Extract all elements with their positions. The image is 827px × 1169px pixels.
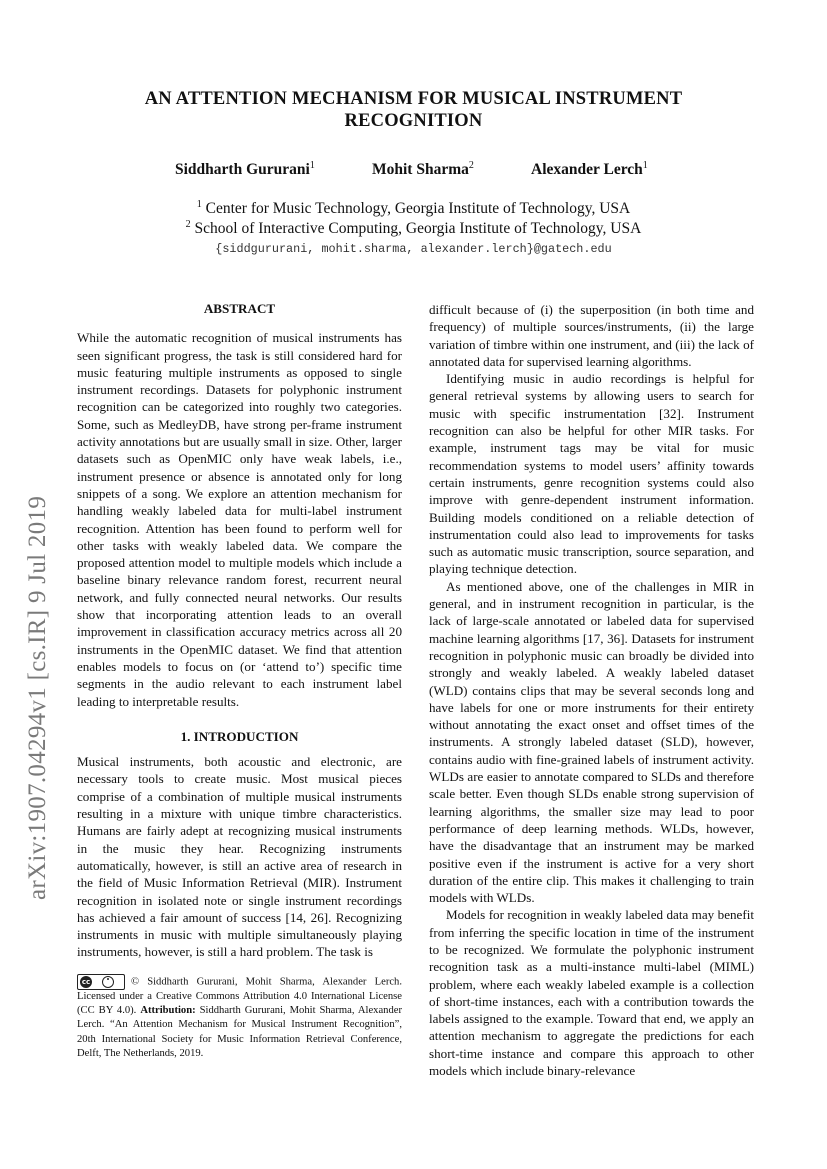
- author-affiliation-mark: 1: [309, 159, 315, 171]
- author-2: [372, 161, 474, 179]
- affiliation-2: [0, 220, 827, 238]
- paragraph-models: Models for recognition in weakly labeled data may benefit from inferring the specific location in time of the instrument to be recognized. We formulate the polyphonic instrument recognition task as a multi-instance multi-label (MIML) problem, where each weakly labeled example is a collection of short-time instances, each with a contribution towards the labels assigned to the example. Toward that end, we apply an attention mechanism to aggregate the predictions for each short-time instance and compare this approach to other models which include binary-relevance: [429, 907, 754, 1079]
- cc-license-icon: cc: [77, 974, 125, 990]
- left-column: [77, 300, 402, 961]
- affiliation-text: School of Interactive Computing, Georgia Institute of Technology, USA: [194, 220, 642, 237]
- affiliation-mark: 1: [196, 198, 202, 210]
- paragraph-identifying-music: Identifying music in audio recordings is helpful for general retrieval systems by allowing users to search for music with specific instrumentation [32]. Instrument recognition can also be helpful for other MIR tasks. For example, instrument tags may be vital for music recommendation systems to model users’ affinity towards certain instruments, genre recognition systems could also improve with genre-dependent instrument information. Building models conditioned on a reliable detection of instrumentation could also lead to improvements for tasks such as automatic music transcription, source separation, and playing technique detection.: [429, 371, 754, 577]
- introduction-heading: 1. INTRODUCTION: [180, 728, 299, 744]
- author-3: [531, 161, 648, 179]
- abstract-text: While the automatic recognition of musical instruments has seen significant progress, the task is still considered hard for music featuring multiple instruments as opposed to single instrument recordings. Datasets for polyphonic instrument recognition can be categorized into roughly two categories. Some, such as MedleyDB, have strong per-frame instrument activity annotations but are usually small in size. Other, larger datasets such as OpenMIC only have weak labels, i.e., instrument presence or absence is annotated only for long snippets of a song. We explore an attention mechanism for handling weakly labeled data for multi-label instrument recognition. Attention has been found to perform well for other tasks with weakly labeled data. We compare the proposed attention model to multiple models which include a baseline binary relevance random forest, recurrent neural network, and fully connected neural networks. Our results show that incorporating attention leads to an overall improvement in classification accuracy metrics across all 20 instruments in the OpenMIC dataset. We find that attention enables models to focus on (or ‘attend to’) specific time segments in the audio relevant to each instrument label leading to interpretable results.: [77, 330, 402, 709]
- abstract-heading: ABSTRACT: [203, 301, 276, 316]
- author-affiliation-mark: 2: [468, 159, 474, 171]
- author-name: Alexander Lerch: [531, 161, 643, 178]
- author-emails: {siddgururani, mohit.sharma, alexander.lerch}@gatech.edu: [215, 242, 612, 256]
- introduction-paragraph: Musical instruments, both acoustic and electronic, are necessary tools to create music. Most musical pieces comprise of a combination of multiple musical instruments resulting in a mixture with unique timbre characteristics. Humans are fairly adept at recognizing musical instruments in the music they hear. Recognizing instruments automatically, however, is still an active area of research in the field of Music Information Retrieval (MIR). Instrument recognition in isolated note or single instrument recordings has achieved a fair amount of success [14, 26]. Recognizing instruments in music with multiple simultaneously playing instruments, however, is still a hard problem. The task is: [77, 754, 402, 960]
- copyright-text: © Siddharth Gururani, Mohit Sharma, Alexander Lerch. Licensed under a Creative Commons Attribution 4.0 International License (CC BY 4.0).: [77, 976, 402, 1017]
- author-list: [0, 161, 827, 183]
- arxiv-stamp: arXiv:1907.04294v1 [cs.IR] 9 Jul 2019: [24, 495, 51, 900]
- paragraph-challenges: As mentioned above, one of the challenges in MIR in general, and in instrument recognition in particular, is the lack of large-scale annotated or labeled data for supervised machine learning algorithms [17, 36]. Datasets for instrument recognition in polyphonic music can broadly be divided into strongly and weakly labeled. A weakly labeled dataset (WLD) contains clips that may be several seconds long and have labels for one or more instruments for their entirety without annotating the exact onset and offset times of the instruments. A strongly labeled dataset (SLD), however, contains audio with fine-grained labels of instrument activity. WLDs are easier to annotate compared to SLDs and therefore scale better. Even though SLDs enable strong supervision of learning algorithms, the smaller size may lead to poor performance of deep learning methods. WLDs, however, have the disadvantage that an instrument may be marked positive even if the instrument is active for a very short duration of the entire clip. This makes it challenging to train models with WLDs.: [429, 578, 754, 906]
- author-affiliation-mark: 1: [642, 159, 648, 171]
- author-name: Siddharth Gururani: [175, 161, 310, 178]
- author-name: Mohit Sharma: [372, 161, 469, 178]
- attribution-text: Siddharth Gururani, Mohit Sharma, Alexander Lerch. “An Attention Mechanism for Musical Instrument Recognition”, 20th International Society for Music Information Retrieval Conference, Delft, The Netherlands, 2019.: [77, 1005, 402, 1059]
- right-column: [429, 301, 754, 1079]
- paragraph-continued: difficult because of (i) the superposition (in both time and frequency) of multiple sources/instruments, (ii) the large variation of timbre within one instrument, and (iii) the lack of annotated data for supervised learning algorithms.: [429, 302, 754, 369]
- author-1: [175, 161, 315, 179]
- attribution-label: Attribution:: [140, 1005, 196, 1017]
- paper-title: AN ATTENTION MECHANISM FOR MUSICAL INSTRUMENT RECOGNITION: [144, 89, 683, 131]
- affiliation-mark: 2: [185, 218, 191, 230]
- affiliation-1: [0, 200, 827, 218]
- affiliation-text: Center for Music Technology, Georgia Institute of Technology, USA: [205, 200, 631, 217]
- copyright-footnote: [77, 974, 402, 1061]
